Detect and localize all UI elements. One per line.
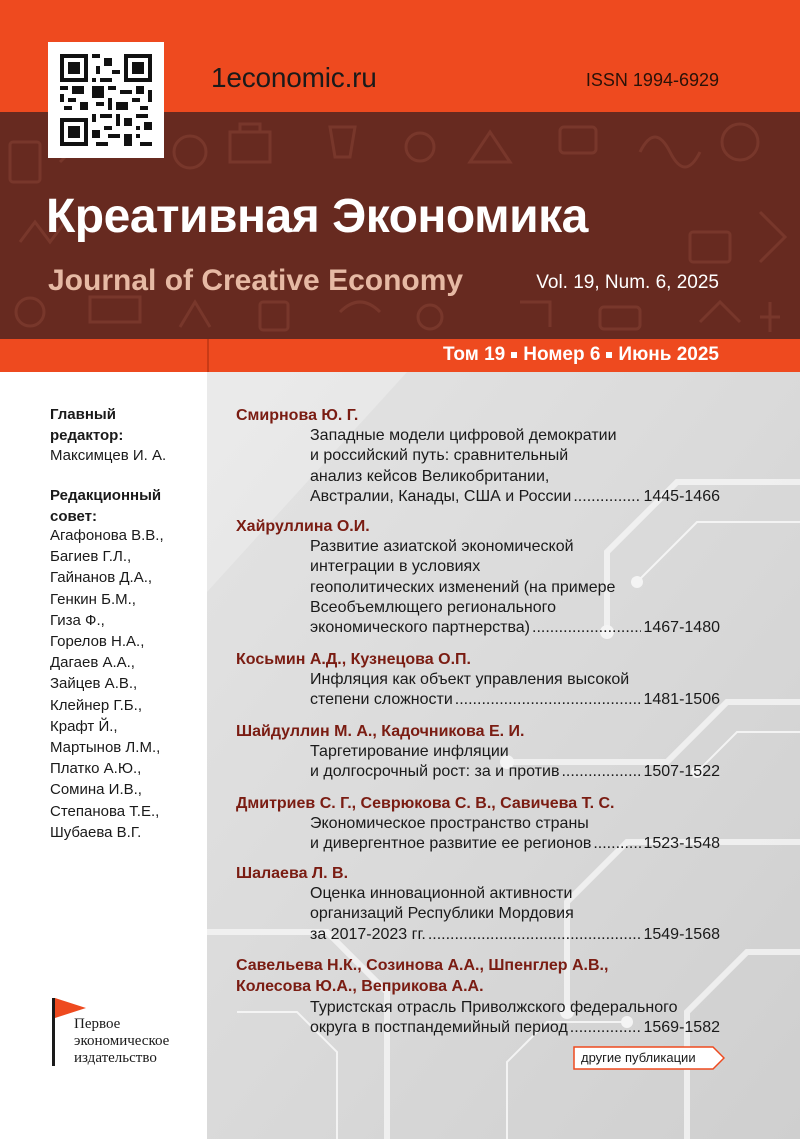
title-last-line <box>310 690 720 710</box>
toc-authors: Шалаева Л. В. <box>236 865 349 882</box>
toc-pages: 1467-1480 <box>643 619 720 637</box>
board-member: Багиев Г.Л., <box>50 548 132 566</box>
more-publications-label: другие публикации <box>581 1050 696 1065</box>
toc-pages: 1507-1522 <box>643 763 720 781</box>
dot-leader <box>455 690 642 710</box>
title-line: анализ кейсов Великобритании, <box>310 467 550 485</box>
chief-label-line2: редактор: <box>50 427 124 444</box>
dot-leader <box>570 1018 642 1038</box>
title-last-line <box>310 834 720 854</box>
dot-leader <box>561 762 641 782</box>
dot-leader <box>428 925 642 945</box>
title-line: и дивергентное развитие ее регионов <box>310 835 592 853</box>
toc-pages: 1481-1506 <box>643 691 720 709</box>
title-line: экономического партнерства) <box>310 619 530 637</box>
board-member: Платко А.Ю., <box>50 760 142 778</box>
title-line: и российский путь: сравнительный <box>310 447 569 465</box>
dot-leader <box>593 834 641 854</box>
title-last-line <box>310 762 720 782</box>
title-last-line <box>310 925 720 945</box>
title-line: организаций Республики Мордовия <box>310 905 574 923</box>
toc-article-title <box>310 426 720 507</box>
board-label-line1: Редакционный <box>50 487 162 504</box>
toc-article-title <box>310 814 720 855</box>
toc-authors: Колесова Ю.А., Веприкова А.А. <box>236 978 484 995</box>
board-member: Зайцев А.В., <box>50 675 138 693</box>
title-line: Экономическое пространство страны <box>310 815 589 832</box>
issue-number: Номер 6 <box>523 344 601 365</box>
more-publications-button[interactable] <box>573 1046 725 1070</box>
title-line: Развитие азиатской экономической <box>310 538 574 555</box>
title-line: Австралии, Канады, США и России <box>310 487 572 505</box>
issue-line <box>380 344 719 366</box>
board-member: Дагаев А.А., <box>50 654 135 672</box>
board-label <box>50 485 161 527</box>
volume-info: Vol. 19, Num. 6, 2025 <box>536 272 719 293</box>
title-line: Таргетирование инфляции <box>310 743 509 760</box>
board-member: Клейнер Г.Б., <box>50 696 142 714</box>
board-member: Крафт Й., <box>50 717 118 735</box>
separator-icon <box>511 352 517 358</box>
title-line: геополитических изменений (на примере <box>310 578 616 596</box>
toc-article-title <box>310 742 720 783</box>
toc-pages: 1523-1548 <box>643 835 720 853</box>
board-member: Шубаева В.Г. <box>50 823 142 841</box>
separator-icon <box>606 352 612 358</box>
publisher-line2: экономическое <box>74 1033 170 1049</box>
title-last-line <box>310 487 720 507</box>
site-url[interactable]: 1economic.ru <box>211 62 377 93</box>
title-line: Туристская отрасль Приволжского федерального <box>310 999 678 1016</box>
board-member: Агафонова В.В., <box>50 527 164 544</box>
toc-authors: Косьмин А.Д., Кузнецова О.П. <box>236 651 471 668</box>
issue-month: Июнь 2025 <box>618 344 719 365</box>
title-line: Оценка инновационной активности <box>310 885 573 902</box>
qr-code-icon <box>60 54 152 146</box>
title-line: Всеобъемлющего регионального <box>310 598 557 616</box>
dot-leader <box>573 487 641 507</box>
title-last-line <box>310 618 720 638</box>
toc-article-title <box>310 884 720 945</box>
issn: ISSN 1994-6929 <box>585 70 719 90</box>
title-line: степени сложности <box>310 691 453 709</box>
board-member: Генкин Б.М., <box>50 590 136 608</box>
board-label-line2: совет: <box>50 508 98 525</box>
title-line: Западные модели цифровой демократии <box>310 427 617 444</box>
journal-title-ru: Креативная Экономика <box>46 190 588 243</box>
issue-tom: Том 19 <box>443 344 506 365</box>
toc-authors: Савельева Н.К., Созинова А.А., Шпенглер А.В., <box>236 957 609 974</box>
board-member: Гиза Ф., <box>50 611 105 629</box>
chief-editor-label <box>50 404 123 446</box>
toc-authors: Хайруллина О.И. <box>236 518 370 535</box>
chief-editor-name: Максимцев И. А. <box>50 447 167 464</box>
board-member: Горелов Н.А., <box>50 633 145 651</box>
board-member: Мартынов Л.М., <box>50 739 161 757</box>
publisher-line3: издательство <box>74 1050 157 1066</box>
title-line: округа в постпандемийный период <box>310 1019 568 1037</box>
title-last-line <box>310 1018 720 1038</box>
journal-title-en: Journal of Creative Economy <box>48 264 464 297</box>
publisher-name <box>74 1016 169 1067</box>
title-line: Инфляция как объект управления высокой <box>310 671 630 688</box>
dot-leader <box>532 618 641 638</box>
toc-article-title <box>310 670 720 711</box>
publisher-line1: Первое <box>74 1016 121 1032</box>
board-member: Гайнанов Д.А., <box>50 569 153 587</box>
chief-label-line1: Главный <box>50 406 116 423</box>
toc-authors: Дмитриев С. Г., Севрюкова С. В., Савичева Т. С. <box>236 795 615 812</box>
toc-article-title <box>310 998 720 1039</box>
toc-authors: Смирнова Ю. Г. <box>236 407 359 424</box>
toc-authors: Шайдуллин М. А., Кадочникова Е. И. <box>236 723 525 740</box>
toc-article-title <box>310 537 720 638</box>
board-member: Степанова Т.Е., <box>50 802 160 820</box>
qr-code[interactable] <box>48 42 164 158</box>
title-line: интеграции в условиях <box>310 558 481 576</box>
title-line: и долгосрочный рост: за и против <box>310 763 560 781</box>
board-list <box>50 525 164 843</box>
toc-pages: 1569-1582 <box>643 1019 720 1037</box>
board-member: Сомина И.В., <box>50 781 142 799</box>
toc-pages: 1445-1466 <box>643 487 720 505</box>
title-line: за 2017-2023 гг. <box>310 925 426 943</box>
toc-pages: 1549-1568 <box>643 925 720 943</box>
toc-panel <box>207 372 800 1139</box>
